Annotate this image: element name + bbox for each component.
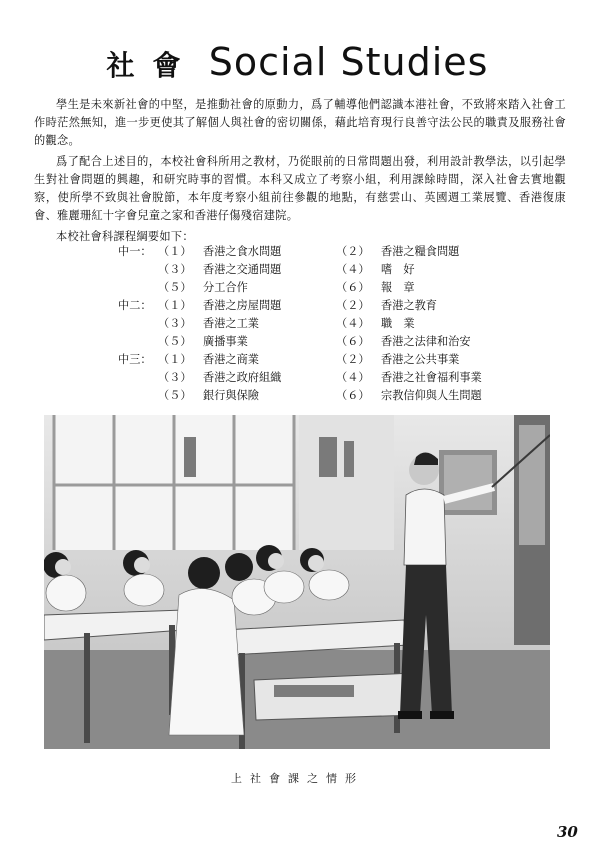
- grade-label: 中三：: [118, 353, 152, 366]
- topic-number: （４）: [336, 371, 370, 384]
- syllabus-row: [158, 279, 248, 297]
- topic-number: （３）: [158, 371, 192, 384]
- syllabus-row: [158, 315, 259, 333]
- topic-text: 香港之社會福利事業: [381, 371, 482, 384]
- syllabus-row: [336, 387, 482, 405]
- topic-text: 香港之房屋問題: [203, 299, 282, 312]
- topic-text: 嗜 好: [381, 263, 415, 276]
- syllabus-row: [158, 387, 259, 405]
- syllabus-row: [118, 351, 259, 369]
- topic-number: （５）: [158, 389, 192, 402]
- grade-label: 中二：: [118, 299, 152, 312]
- topic-number: （１）: [158, 353, 192, 366]
- topic-number: （３）: [158, 317, 192, 330]
- syllabus-row: [336, 279, 415, 297]
- topic-text: 廣播事業: [203, 335, 248, 348]
- syllabus-row: [158, 369, 281, 387]
- topic-text: 香港之商業: [203, 353, 259, 366]
- topic-text: 香港之糧食問題: [381, 245, 460, 258]
- topic-number: （４）: [336, 317, 370, 330]
- topic-text: 宗教信仰與人生問題: [381, 389, 482, 402]
- topic-number: （６）: [336, 281, 370, 294]
- topic-text: 香港之政府組織: [203, 371, 282, 384]
- topic-text: 香港之食水問題: [203, 245, 282, 258]
- syllabus-row: [336, 297, 437, 315]
- syllabus-row: [336, 243, 459, 261]
- topic-text: 報 章: [381, 281, 415, 294]
- syllabus-row: [158, 333, 248, 351]
- syllabus-row: [336, 333, 471, 351]
- syllabus-row: [336, 369, 482, 387]
- syllabus-heading: 本校社會科課程綱要如下：: [56, 230, 194, 243]
- method-paragraph: 爲了配合上述目的，本校社會科所用之教材，乃從眼前的日常問題出發，利用設計教學法，以引起學生對社會問題的興趣，和研究時事的習慣。本科又成立了考察小組，利用課餘時間，深入社會去實地觀察，使所學不致與社會脫節，本年度考察小組前往參觀的地點，有慈雲山、英國週工業展覽、香港復康會、雅麗珊紅十字會兒童之家和香港仔傷殘宿建院。: [34, 155, 566, 222]
- syllabus-row: [118, 243, 281, 261]
- syllabus-row: [158, 261, 281, 279]
- topic-text: 分工合作: [203, 281, 248, 294]
- photo-caption: 上社會課之情形: [231, 772, 364, 785]
- topic-number: （３）: [158, 263, 192, 276]
- topic-number: （５）: [158, 335, 192, 348]
- topic-text: 香港之教育: [381, 299, 437, 312]
- syllabus-row: [336, 351, 459, 369]
- topic-number: （２）: [336, 353, 370, 366]
- topic-text: 職 業: [381, 317, 415, 330]
- topic-number: （５）: [158, 281, 192, 294]
- topic-text: 香港之交通問題: [203, 263, 282, 276]
- syllabus-row: [336, 261, 415, 279]
- topic-text: 銀行與保險: [203, 389, 259, 402]
- topic-number: （６）: [336, 335, 370, 348]
- topic-number: （６）: [336, 389, 370, 402]
- topic-number: （１）: [158, 245, 192, 258]
- topic-number: （４）: [336, 263, 370, 276]
- topic-text: 香港之工業: [203, 317, 259, 330]
- topic-text: 香港之法律和治安: [381, 335, 471, 348]
- page-title: [0, 38, 595, 90]
- grade-label: 中一：: [118, 245, 152, 258]
- title-chinese: 社會: [106, 49, 199, 82]
- syllabus-row: [336, 315, 415, 333]
- title-english: Social Studies: [208, 40, 489, 84]
- topic-number: （１）: [158, 299, 192, 312]
- classroom-photo: [44, 415, 550, 749]
- page-number: 30: [557, 823, 578, 841]
- topic-number: （２）: [336, 299, 370, 312]
- intro-paragraph: 學生是未來新社會的中堅，是推動社會的原動力，爲了輔導他們認識本港社會，不致將來踏入社會工作時茫然無知，進一步更使其了解個人與社會的密切關係，藉此培育現行良善守法公民的職責及服務社會的觀念。: [34, 98, 566, 147]
- topic-number: （２）: [336, 245, 370, 258]
- syllabus-row: [118, 297, 281, 315]
- topic-text: 香港之公共事業: [381, 353, 460, 366]
